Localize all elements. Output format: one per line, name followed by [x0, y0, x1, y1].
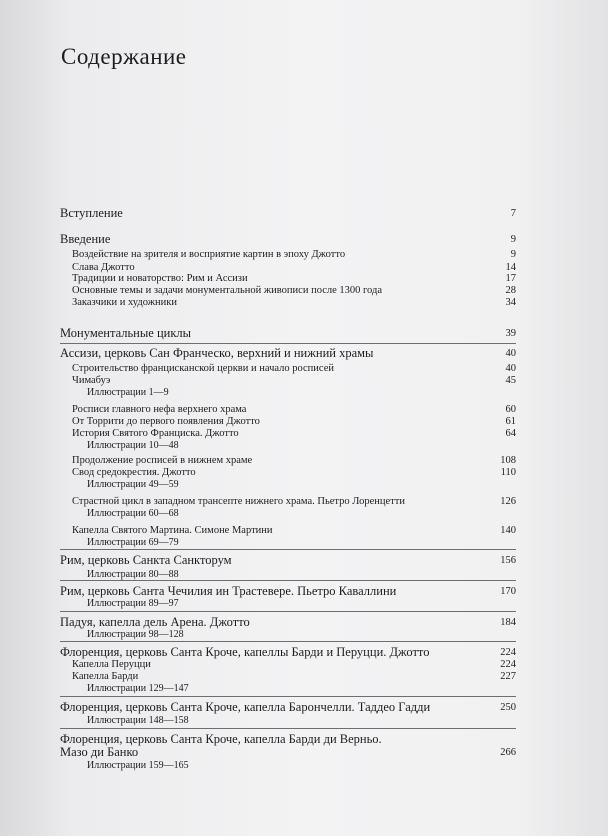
toc-page-number: 170 — [500, 586, 516, 597]
toc-entry[interactable] — [0, 234, 608, 246]
toc-entry-title: Воздействие на зрителя и восприятие картин в эпоху Джотто — [72, 249, 346, 260]
section-divider — [60, 549, 516, 550]
toc-entry[interactable] — [0, 508, 608, 520]
toc-page-number: 40 — [505, 348, 516, 359]
toc-page-number: 40 — [505, 363, 516, 374]
toc-page-number: 7 — [510, 208, 516, 219]
toc-entry-title: Продолжение росписей в нижнем храме — [72, 455, 253, 466]
toc-entry[interactable] — [0, 747, 608, 759]
toc-page-number: 108 — [500, 455, 516, 466]
page-title: Содержание — [61, 44, 187, 69]
toc-entry-title: Иллюстрации 129—147 — [87, 683, 189, 694]
toc-entry[interactable] — [0, 273, 608, 285]
toc-entry-title: Чимабуэ — [72, 375, 111, 386]
toc-entry[interactable] — [0, 428, 608, 440]
toc-entry[interactable] — [0, 387, 608, 399]
toc-entry[interactable] — [0, 659, 608, 671]
toc-entry-title: Мазо ди Банко — [60, 745, 139, 759]
toc-entry[interactable] — [0, 586, 608, 598]
toc-entry-title: Вступление — [60, 206, 123, 220]
toc-page-number: 60 — [505, 404, 516, 415]
toc-entry-title: Заказчики и художники — [72, 297, 177, 308]
toc-page-number: 126 — [500, 496, 516, 507]
toc-entry[interactable] — [0, 555, 608, 567]
toc-entry-title: Иллюстрации 89—97 — [87, 598, 179, 609]
toc-page-number: 224 — [500, 659, 516, 670]
toc-page-number: 9 — [510, 234, 516, 245]
toc-entry-title: Иллюстрации 49—59 — [87, 479, 179, 490]
toc-entry[interactable] — [0, 479, 608, 491]
toc-entry-title: Рим, церковь Санта Чечилия ин Трастевере. Пьетро Каваллини — [60, 584, 397, 598]
toc-entry-title: От Торрити до первого появления Джотто — [72, 416, 260, 427]
toc-entry[interactable] — [0, 647, 608, 659]
toc-entry[interactable] — [0, 683, 608, 695]
toc-entry[interactable] — [0, 598, 608, 610]
toc-entry[interactable] — [0, 760, 608, 772]
toc-page-number: 156 — [500, 555, 516, 566]
toc-entry[interactable] — [0, 348, 608, 360]
section-divider — [60, 728, 516, 729]
toc-entry-title: Иллюстрации 159—165 — [87, 760, 189, 771]
toc-entry-title: Рим, церковь Санкта Санкторум — [60, 553, 232, 567]
toc-entry-title: Строительство францисканской церкви и начало росписей — [72, 363, 334, 374]
toc-entry-title: Иллюстрации 69—79 — [87, 537, 179, 548]
toc-entry-title: Росписи главного нефа верхнего храма — [72, 404, 247, 415]
toc-page-number: 28 — [505, 285, 516, 296]
toc-entry-title: Страстной цикл в западном трансепте нижнего храма. Пьетро Лоренцетти — [72, 496, 405, 507]
toc-entry-title: Ассизи, церковь Сан Франческо, верхний и нижний храмы — [60, 346, 374, 360]
toc-page-number: 266 — [500, 747, 516, 758]
toc-entry[interactable] — [0, 416, 608, 428]
toc-entry[interactable] — [0, 525, 608, 537]
section-divider — [60, 641, 516, 642]
toc-entry[interactable] — [0, 455, 608, 467]
toc-entry[interactable] — [0, 569, 608, 581]
toc-entry-title: Флоренция, церковь Санта Кроче, капелла Барди ди Верньо. — [60, 732, 382, 746]
toc-page-number: 61 — [505, 416, 516, 427]
toc-entry-title: Флоренция, церковь Санта Кроче, капелла Барончелли. Таддео Гадди — [60, 700, 431, 714]
toc-page-number: 64 — [505, 428, 516, 439]
toc-entry[interactable] — [0, 671, 608, 683]
toc-entry[interactable] — [0, 496, 608, 508]
toc-page-number: 227 — [500, 671, 516, 682]
toc-entry[interactable] — [0, 208, 608, 220]
toc-entry[interactable] — [0, 404, 608, 416]
toc-page-number: 110 — [500, 467, 516, 478]
toc-entry-title: Иллюстрации 98—128 — [87, 629, 184, 640]
toc-page-number: 250 — [500, 702, 516, 713]
toc-entry-title: Капелла Перуцци — [72, 659, 151, 670]
toc-entry-title: Иллюстрации 80—88 — [87, 569, 179, 580]
toc-entry-title: Слава Джотто — [72, 262, 135, 273]
toc-entry-title: Иллюстрации 148—158 — [87, 715, 189, 726]
toc-entry-title: Традиции и новаторство: Рим и Ассизи — [72, 273, 248, 284]
toc-page-number: 17 — [505, 273, 516, 284]
toc-entry-title: Флоренция, церковь Санта Кроче, капеллы Барди и Перуцци. Джотто — [60, 645, 430, 659]
toc-entry-title: Иллюстрации 60—68 — [87, 508, 179, 519]
toc-page-number: 39 — [505, 328, 516, 339]
toc-entry-title: Монументальные циклы — [60, 326, 192, 340]
toc-entry-title: Иллюстрации 1—9 — [87, 387, 169, 398]
toc-entry-title: Капелла Барди — [72, 671, 139, 682]
toc-entry[interactable] — [0, 467, 608, 479]
toc-page-number: 224 — [500, 647, 516, 658]
toc-entry[interactable] — [0, 297, 608, 309]
toc-entry[interactable] — [0, 715, 608, 727]
toc-entry[interactable] — [0, 285, 608, 297]
toc-entry-title: Иллюстрации 10—48 — [87, 440, 179, 451]
section-divider — [60, 343, 516, 344]
toc-entry[interactable] — [0, 328, 608, 340]
toc-entry-title: Капелла Святого Мартина. Симоне Мартини — [72, 525, 273, 536]
toc-entry-title: Основные темы и задачи монументальной живописи после 1300 года — [72, 285, 383, 296]
toc-page-number: 184 — [500, 617, 516, 628]
toc-entry-title: Введение — [60, 232, 111, 246]
toc-entry-title: Падуя, капелла дель Арена. Джотто — [60, 615, 250, 629]
toc-entry-title: Свод средокрестия. Джотто — [72, 467, 196, 478]
toc-entry[interactable] — [0, 440, 608, 452]
toc-entry[interactable] — [0, 617, 608, 629]
toc-page-number: 34 — [505, 297, 516, 308]
toc-entry[interactable] — [0, 629, 608, 641]
toc-page-number: 14 — [505, 262, 516, 273]
toc-entry[interactable] — [0, 537, 608, 549]
section-divider — [60, 696, 516, 697]
toc-entry[interactable] — [0, 363, 608, 375]
toc-entry-title: История Святого Франциска. Джотто — [72, 428, 239, 439]
toc-page-number: 45 — [505, 375, 516, 386]
toc-page-number: 9 — [510, 249, 516, 260]
section-divider — [60, 611, 516, 612]
toc-entry[interactable] — [0, 702, 608, 714]
toc-entry[interactable] — [0, 249, 608, 261]
toc-page-number: 140 — [500, 525, 516, 536]
toc-entry[interactable] — [0, 375, 608, 387]
